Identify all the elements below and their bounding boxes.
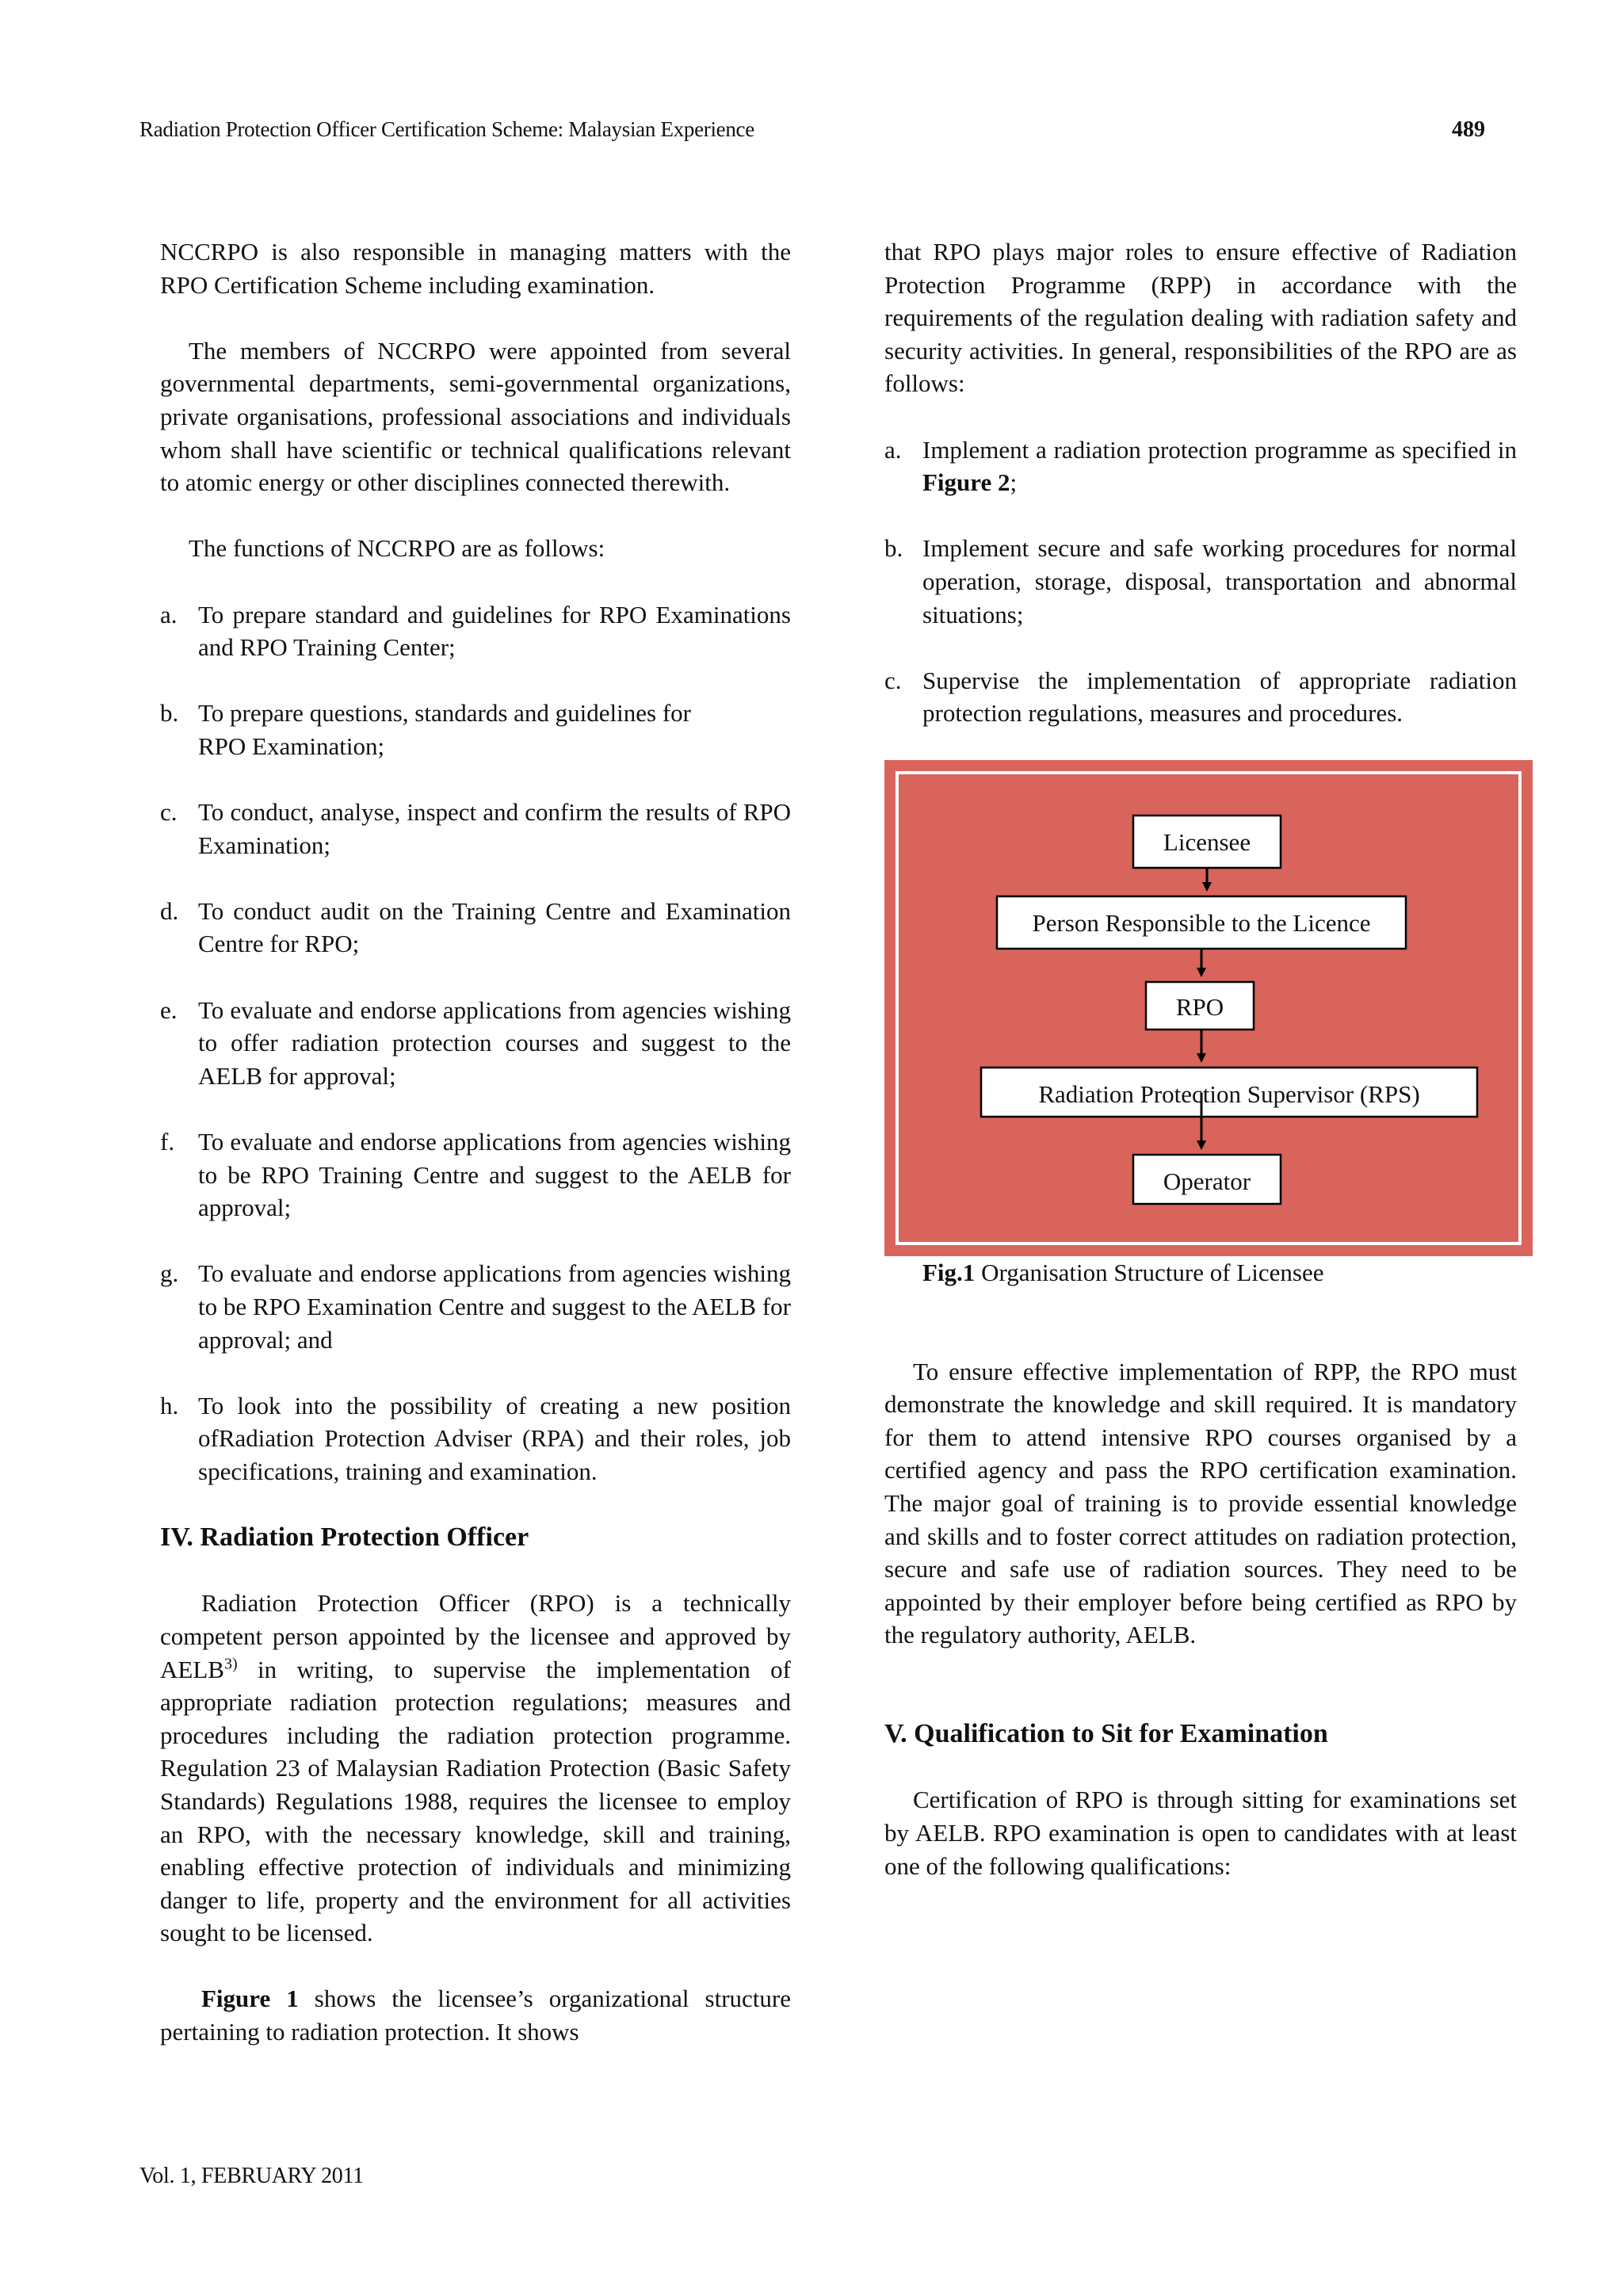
list-text-part: Implement a radiation protection programme as specified in	[922, 435, 1517, 464]
paragraph: that RPO plays major roles to ensure effective of Radiation Protection Programme (RPP) in accordance with the requirements of the regulation dealing with radiation safety and security activities. In general, responsibilities of the RPO are as follows:	[884, 238, 1517, 398]
list-text: To prepare questions, standards and guidelines for RPO Examination;	[198, 699, 691, 760]
paragraph: NCCRPO is also responsible in managing matters with the RPO Certification Scheme including examination.	[160, 238, 791, 299]
list-marker: b.	[160, 699, 179, 728]
person-responsible-label: Person Responsible to the Licence	[1032, 908, 1371, 937]
list-marker: d.	[160, 896, 179, 925]
figure-caption	[884, 1256, 1517, 1289]
list-marker: f.	[160, 1128, 175, 1156]
list-item	[160, 796, 791, 861]
list-text-part: ;	[1010, 468, 1018, 497]
section-heading: V. Qualification to Sit for Examination	[884, 1719, 1328, 1749]
list-text	[922, 434, 1517, 499]
list-marker: c.	[160, 798, 178, 827]
list-marker: e.	[160, 995, 178, 1024]
list-marker: b.	[884, 534, 903, 563]
list-marker: h.	[160, 1391, 179, 1419]
list-item	[160, 895, 791, 961]
list-item	[884, 434, 1517, 499]
figure-reference: Figure 2	[922, 468, 1010, 497]
caption-label: Fig.1	[922, 1258, 976, 1286]
list-marker: c.	[884, 666, 902, 694]
list-item	[160, 697, 791, 762]
running-header: Radiation Protection Officer Certification Scheme: Malaysian Experience	[139, 117, 754, 141]
paragraph-text: shows the licensee’s organizational structure pertaining to radiation protection. It shows	[160, 1985, 791, 2046]
list-text: To look into the possibility of creating a new position ofRadiation Protection Adviser (RPA) and their roles, job specifications, training and examination.	[198, 1391, 791, 1485]
list-item	[884, 532, 1517, 631]
list-text: To conduct, analyse, inspect and confirm the results of RPO Examination;	[198, 798, 791, 859]
list-marker: g.	[160, 1259, 179, 1288]
paragraph: Certification of RPO is through sitting for examinations set by AELB. RPO examination is open to candidates with at least one of the following qualifications:	[884, 1786, 1517, 1880]
list-item	[160, 1125, 791, 1224]
figure-reference: Figure 1	[201, 1985, 299, 2013]
rpo-label: RPO	[1175, 992, 1224, 1021]
paragraph: The members of NCCRPO were appointed from several governmental departments, semi-governmental organizations, private organisations, professional associations and individuals whom shall have scientific or technical qualifications relevant to atomic energy or other disciplines connected therewith.	[160, 336, 791, 497]
licensee-label: Licensee	[1163, 827, 1251, 856]
list-item	[884, 664, 1517, 730]
left-column	[160, 235, 791, 2049]
list-marker: a.	[884, 435, 902, 464]
list-text: To evaluate and endorse applications from agencies wishing to be RPO Examination Centre and suggest to the AELB for approval; and	[198, 1259, 791, 1354]
org-structure-figure	[884, 760, 1533, 1256]
paragraph	[160, 1587, 791, 1950]
list-text: To prepare standard and guidelines for RPO Examinations and RPO Training Center;	[198, 600, 791, 662]
list-item	[160, 598, 791, 664]
caption-text: Organisation Structure of Licensee	[975, 1258, 1324, 1286]
rps-label: Radiation Protection Supervisor (RPS)	[1038, 1079, 1420, 1108]
paragraph: To ensure effective implementation of RPP, the RPO must demonstrate the knowledge and skill required. It is mandatory for them to attend intensive RPO courses organised by a certified agency and pass the RPO certification examination. The major goal of training is to provide essential knowledge and skills and to foster correct attitudes on radiation protection, secure and safe use of radiation sources. They need to be appointed by their employer before being certified as RPO by the regulatory authority, AELB.	[884, 1357, 1517, 1649]
list-text: To evaluate and endorse applications from agencies wishing to be RPO Training Centre and suggest to the AELB for approval;	[198, 1128, 791, 1222]
list-text: To conduct audit on the Training Centre and Examination Centre for RPO;	[198, 896, 791, 958]
list-item	[160, 1257, 791, 1356]
page-number: 489	[1452, 117, 1485, 142]
citation-superscript: 3)	[223, 1655, 238, 1673]
list-marker: a.	[160, 600, 178, 628]
operator-label: Operator	[1163, 1167, 1251, 1195]
list-item	[160, 1389, 791, 1488]
right-column	[884, 235, 1517, 1882]
paragraph-text: in writing, to supervise the implementation of appropriate radiation protection regulations; measures and procedures including the radiation protection programme. Regulation 23 of Malaysian Radiation Protection (Basic Safety Standards) Regulations 1988, requires the licensee to employ an RPO, with the necessary knowledge, skill and training, enabling effective protection of individuals and minimizing danger to life, property and the environment for all activities sought to be licensed.	[160, 1655, 791, 1947]
list-item	[160, 994, 791, 1093]
list-text: Supervise the implementation of appropriate radiation protection regulations, measures and procedures.	[922, 666, 1517, 728]
list-text: To evaluate and endorse applications from agencies wishing to offer radiation protection courses and suggest to the AELB for approval;	[198, 995, 791, 1090]
section-heading: IV. Radiation Protection Officer	[160, 1522, 529, 1553]
org-chart-diagram	[884, 760, 1533, 1256]
footer: Vol. 1, FEBRUARY 2011	[139, 2164, 364, 2188]
list-text: Implement secure and safe working procedures for normal operation, storage, disposal, transportation and abnormal situations;	[922, 534, 1517, 628]
paragraph: The functions of NCCRPO are as follows:	[189, 534, 605, 563]
paragraph	[160, 1982, 791, 2048]
paragraph-text: Radiation Protection Officer (RPO) is a technically competent person appointed by the licensee and approved by AELB	[160, 1589, 791, 1683]
